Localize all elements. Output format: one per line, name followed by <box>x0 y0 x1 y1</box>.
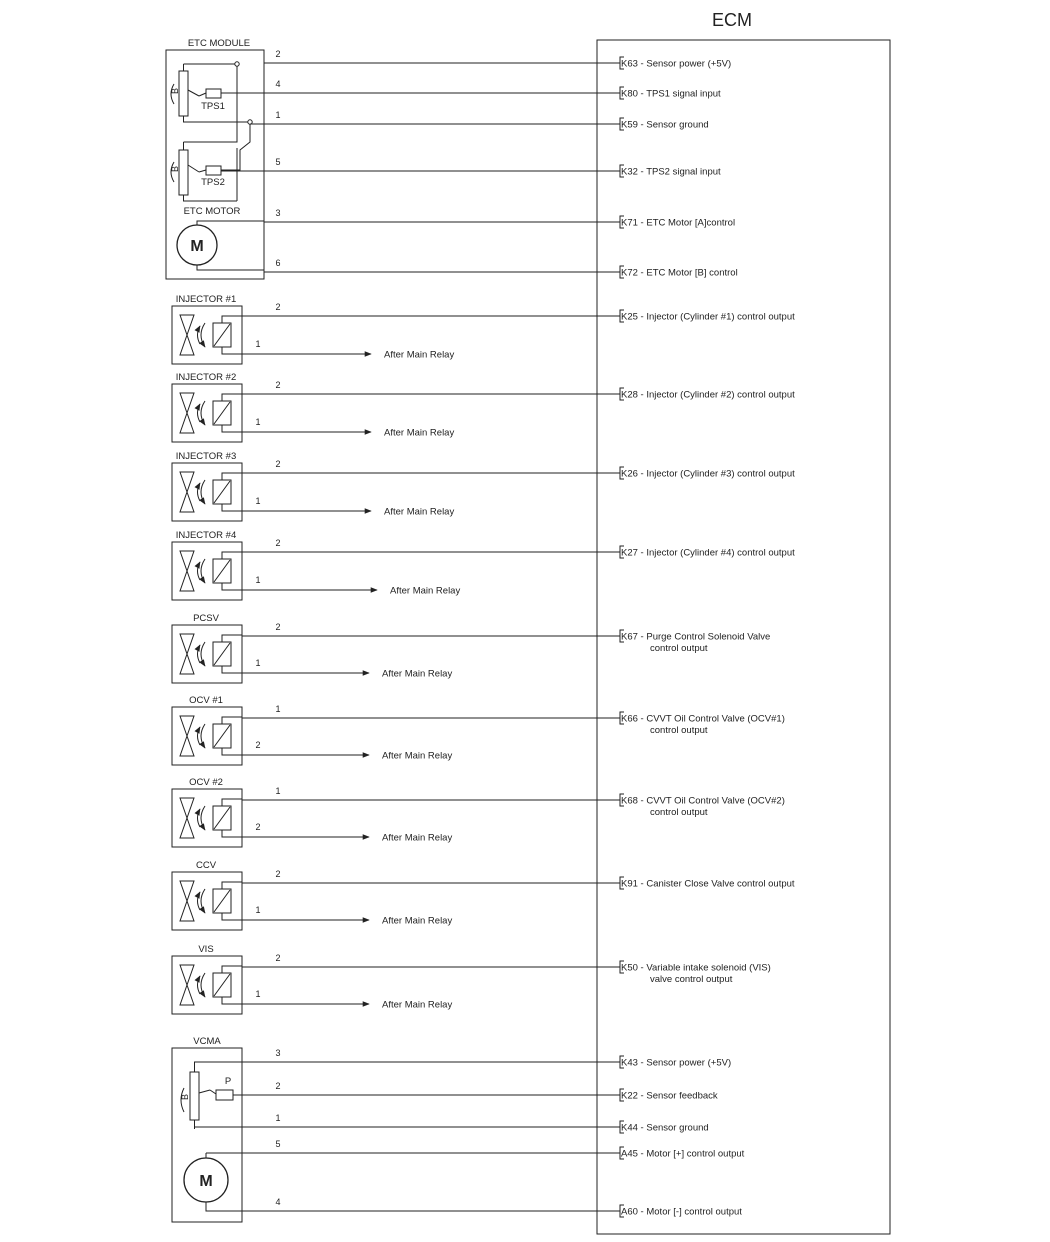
wire-k72 <box>264 258 738 279</box>
pin-number: 5 <box>275 157 281 167</box>
vcma <box>172 1036 242 1222</box>
vcma-signal-box <box>216 1090 233 1100</box>
after-main-relay-label: After Main Relay <box>382 750 453 762</box>
etc-motor-label: ETC MOTOR <box>183 206 241 217</box>
pin-number: 2 <box>275 622 281 632</box>
wire-k44 <box>195 1113 709 1134</box>
pin-number: 4 <box>275 1197 281 1207</box>
pin-code: K26 <box>621 468 638 480</box>
pin-function: Injector (Cylinder #4) control output <box>646 547 795 559</box>
wire-k27 <box>242 538 795 559</box>
ecm-pin-label: K22 - Sensor feedback <box>621 1090 718 1102</box>
pin-number: 1 <box>275 786 281 796</box>
wire-line <box>195 1062 621 1064</box>
pin-code: K25 <box>621 311 638 323</box>
wire-k28 <box>242 380 795 401</box>
valve-2 <box>172 372 242 442</box>
pin-number: 3 <box>275 208 281 218</box>
pin-function: CVVT Oil Control Valve (OCV#1) <box>646 713 785 725</box>
valve-icon <box>180 551 194 591</box>
valve-icon <box>180 315 194 355</box>
after-main-relay-label: After Main Relay <box>382 999 453 1011</box>
tps1-signal-box <box>206 89 221 98</box>
pin-number: 2 <box>255 822 261 832</box>
pin-function: TPS2 signal input <box>646 166 721 178</box>
tps2-signal-box <box>206 166 221 175</box>
pin-number: 2 <box>275 869 281 879</box>
pin-function: Sensor feedback <box>646 1090 718 1102</box>
tps2-wiper-symbol: B <box>170 165 180 172</box>
pin-number: 2 <box>275 380 281 390</box>
pin-number: 6 <box>275 258 281 268</box>
pin-number: 1 <box>255 417 261 427</box>
vcma-wiper-symbol: B <box>180 1093 190 1100</box>
pin-code: K44 <box>621 1122 638 1134</box>
ecm-pin-label: K44 - Sensor ground <box>621 1122 709 1134</box>
wire-line <box>195 1127 621 1129</box>
pin-number: 4 <box>275 79 281 89</box>
ecm-pin-label: A45 - Motor [+] control output <box>621 1148 745 1160</box>
wire-line <box>206 1210 620 1211</box>
after-main-relay-label: After Main Relay <box>384 427 455 439</box>
pin-number: 5 <box>275 1139 281 1149</box>
valve-icon <box>180 393 194 433</box>
pin-code: A60 <box>621 1206 638 1218</box>
valve-label: INJECTOR #4 <box>175 530 237 541</box>
pin-function: Motor [-] control output <box>646 1206 742 1218</box>
ecm-pin-label: A60 - Motor [-] control output <box>621 1206 742 1218</box>
wire-k63 <box>264 49 731 70</box>
pin-number: 2 <box>275 1081 281 1091</box>
valve-9 <box>172 944 242 1014</box>
wire-k59 <box>250 110 709 131</box>
wire-k68 <box>242 786 785 818</box>
after-main-relay-label: After Main Relay <box>382 832 453 844</box>
pin-code: K72 <box>621 267 638 279</box>
wire-a45 <box>206 1139 745 1160</box>
pin-number: 2 <box>275 953 281 963</box>
wire-k32 <box>221 157 721 178</box>
ecm-title: ECM <box>712 10 752 30</box>
valve-label: INJECTOR #2 <box>175 372 237 383</box>
ecm-pin-label: K63 - Sensor power (+5V) <box>621 58 732 70</box>
pin-code: K71 <box>621 217 638 229</box>
pin-number: 1 <box>255 339 261 349</box>
wire-k43 <box>195 1048 732 1069</box>
pin-code: K27 <box>621 547 638 559</box>
pin-code: K68 <box>621 795 638 807</box>
ecm-pin-label: K32 - TPS2 signal input <box>621 166 721 178</box>
ecm-pin-label: K25 - Injector (Cylinder #1) control output <box>621 311 795 323</box>
pin-function: TPS1 signal input <box>646 88 721 100</box>
tps1-resistor <box>179 71 188 116</box>
valve-6 <box>172 695 242 765</box>
pin-number: 2 <box>275 459 281 469</box>
return-wire <box>242 417 454 439</box>
vcma-p-label: P <box>224 1076 232 1087</box>
wire-k67 <box>242 622 770 654</box>
pin-code: K66 <box>621 713 638 725</box>
ecm-block <box>597 10 890 1234</box>
return-wire <box>242 658 452 680</box>
return-wire <box>242 989 452 1011</box>
valve-label: OCV #1 <box>189 695 223 706</box>
tps2-label: TPS2 <box>201 177 225 188</box>
pin-number: 2 <box>275 49 281 59</box>
ecm-pin-label: K67 - Purge Control Solenoid Valve <box>621 631 771 643</box>
ecm-pin-label: K80 - TPS1 signal input <box>621 88 721 100</box>
pin-number: 1 <box>275 1113 281 1123</box>
return-wire <box>242 905 452 927</box>
pin-function-cont: control output <box>650 725 708 736</box>
return-wire <box>242 822 452 844</box>
wire-k71 <box>264 208 735 229</box>
pin-number: 1 <box>255 905 261 915</box>
pin-number: 1 <box>255 658 261 668</box>
valve-icon <box>180 965 194 1005</box>
wire-k66 <box>242 704 785 736</box>
return-wire <box>242 496 454 518</box>
ecm-pin-label: K71 - ETC Motor [A]control <box>621 217 736 229</box>
valve-label: INJECTOR #3 <box>175 451 237 462</box>
vcma-label: VCMA <box>193 1036 221 1047</box>
pin-number: 2 <box>275 302 281 312</box>
after-main-relay-label: After Main Relay <box>384 506 455 518</box>
pin-number: 2 <box>255 740 261 750</box>
valve-icon <box>180 472 194 512</box>
wire-k91 <box>242 869 795 890</box>
pin-function-cont: valve control output <box>650 974 733 985</box>
return-wire <box>242 740 452 762</box>
valve-label: PCSV <box>193 613 219 624</box>
valve-3 <box>172 451 242 521</box>
pin-code: K91 <box>621 878 638 890</box>
return-wire <box>242 575 460 597</box>
after-main-relay-label: After Main Relay <box>390 585 461 597</box>
pin-code: K67 <box>621 631 638 643</box>
ecm-pin-label: K26 - Injector (Cylinder #3) control output <box>621 468 795 480</box>
pin-function: Injector (Cylinder #3) control output <box>646 468 795 480</box>
wire-k22 <box>233 1081 718 1102</box>
pin-code: K50 <box>621 962 638 974</box>
valve-label: CCV <box>195 860 217 871</box>
junction-dot <box>235 62 239 66</box>
ecm-pin-label: K50 - Variable intake solenoid (VIS) <box>621 962 771 974</box>
valve-label: VIS <box>198 944 214 955</box>
pin-code: K80 <box>621 88 638 100</box>
pin-number: 1 <box>275 704 281 714</box>
return-wire <box>242 339 454 361</box>
vcma-motor-symbol: M <box>199 1173 213 1190</box>
pin-number: 1 <box>255 575 261 585</box>
valve-5 <box>172 613 242 683</box>
pin-function-cont: control output <box>650 807 708 818</box>
pin-code: K32 <box>621 166 638 178</box>
ecm-pin-label: K72 - ETC Motor [B] control <box>621 267 738 279</box>
pin-function: CVVT Oil Control Valve (OCV#2) <box>646 795 785 807</box>
pin-code: K28 <box>621 389 638 401</box>
pin-function: Sensor ground <box>646 119 709 131</box>
pin-function: ETC Motor [B] control <box>646 267 738 279</box>
valve-components <box>172 294 242 1014</box>
valve-4 <box>172 530 242 600</box>
tps1-wiper-symbol: B <box>170 87 180 94</box>
pin-number: 2 <box>275 538 281 548</box>
pin-function: Sensor power (+5V) <box>646 58 732 70</box>
valve-icon <box>180 881 194 921</box>
pin-function: Sensor power (+5V) <box>646 1057 732 1069</box>
valve-1 <box>172 294 242 364</box>
etc-module-box <box>166 50 264 279</box>
wire-k80 <box>221 79 721 100</box>
valve-label: INJECTOR #1 <box>175 294 237 305</box>
wire-k25 <box>242 302 795 323</box>
pin-function: ETC Motor [A]control <box>646 217 736 229</box>
valve-icon <box>180 798 194 838</box>
valve-7 <box>172 777 242 847</box>
tps1-label: TPS1 <box>201 101 225 112</box>
wire-k50 <box>242 953 771 985</box>
vcma-box <box>172 1048 242 1222</box>
pin-number: 1 <box>275 110 281 120</box>
pin-function: Injector (Cylinder #1) control output <box>646 311 795 323</box>
wire-a60 <box>206 1197 742 1218</box>
tps2-resistor <box>179 150 188 195</box>
pin-function: Motor [+] control output <box>646 1148 745 1160</box>
valve-label: OCV #2 <box>189 777 223 788</box>
ecm-pin-label: K59 - Sensor ground <box>621 119 709 131</box>
pin-function: Injector (Cylinder #2) control output <box>646 389 795 401</box>
pin-function: Purge Control Solenoid Valve <box>646 631 771 643</box>
pin-number: 1 <box>255 989 261 999</box>
ecm-pin-label: K27 - Injector (Cylinder #4) control output <box>621 547 795 559</box>
pin-code: K63 <box>621 58 638 70</box>
pin-code: A45 <box>621 1148 638 1160</box>
pin-function: Sensor ground <box>646 1122 709 1134</box>
ecm-pin-label: K91 - Canister Close Valve control output <box>621 878 795 890</box>
valve-8 <box>172 860 242 930</box>
wire-k26 <box>242 459 795 480</box>
etc-module <box>166 38 264 279</box>
after-main-relay-label: After Main Relay <box>382 668 453 680</box>
valve-icon <box>180 634 194 674</box>
pin-code: K43 <box>621 1057 638 1069</box>
pin-function: Canister Close Valve control output <box>646 878 795 890</box>
pin-function: Variable intake solenoid (VIS) <box>646 962 771 974</box>
after-main-relay-label: After Main Relay <box>382 915 453 927</box>
etc-module-label: ETC MODULE <box>187 38 251 49</box>
etc-motor-symbol: M <box>190 238 204 255</box>
ecm-pin-label: K68 - CVVT Oil Control Valve (OCV#2) <box>621 795 785 807</box>
after-main-relay-label: After Main Relay <box>384 349 455 361</box>
pin-number: 3 <box>275 1048 281 1058</box>
ecm-pin-label: K28 - Injector (Cylinder #2) control output <box>621 389 795 401</box>
pin-function-cont: control output <box>650 643 708 654</box>
wire-connections <box>195 49 796 1218</box>
pin-code: K59 <box>621 119 638 131</box>
ecm-pin-label: K66 - CVVT Oil Control Valve (OCV#1) <box>621 713 785 725</box>
ecm-pin-label: K43 - Sensor power (+5V) <box>621 1057 732 1069</box>
valve-icon <box>180 716 194 756</box>
pin-code: K22 <box>621 1090 638 1102</box>
pin-number: 1 <box>255 496 261 506</box>
vcma-resistor <box>190 1072 199 1120</box>
